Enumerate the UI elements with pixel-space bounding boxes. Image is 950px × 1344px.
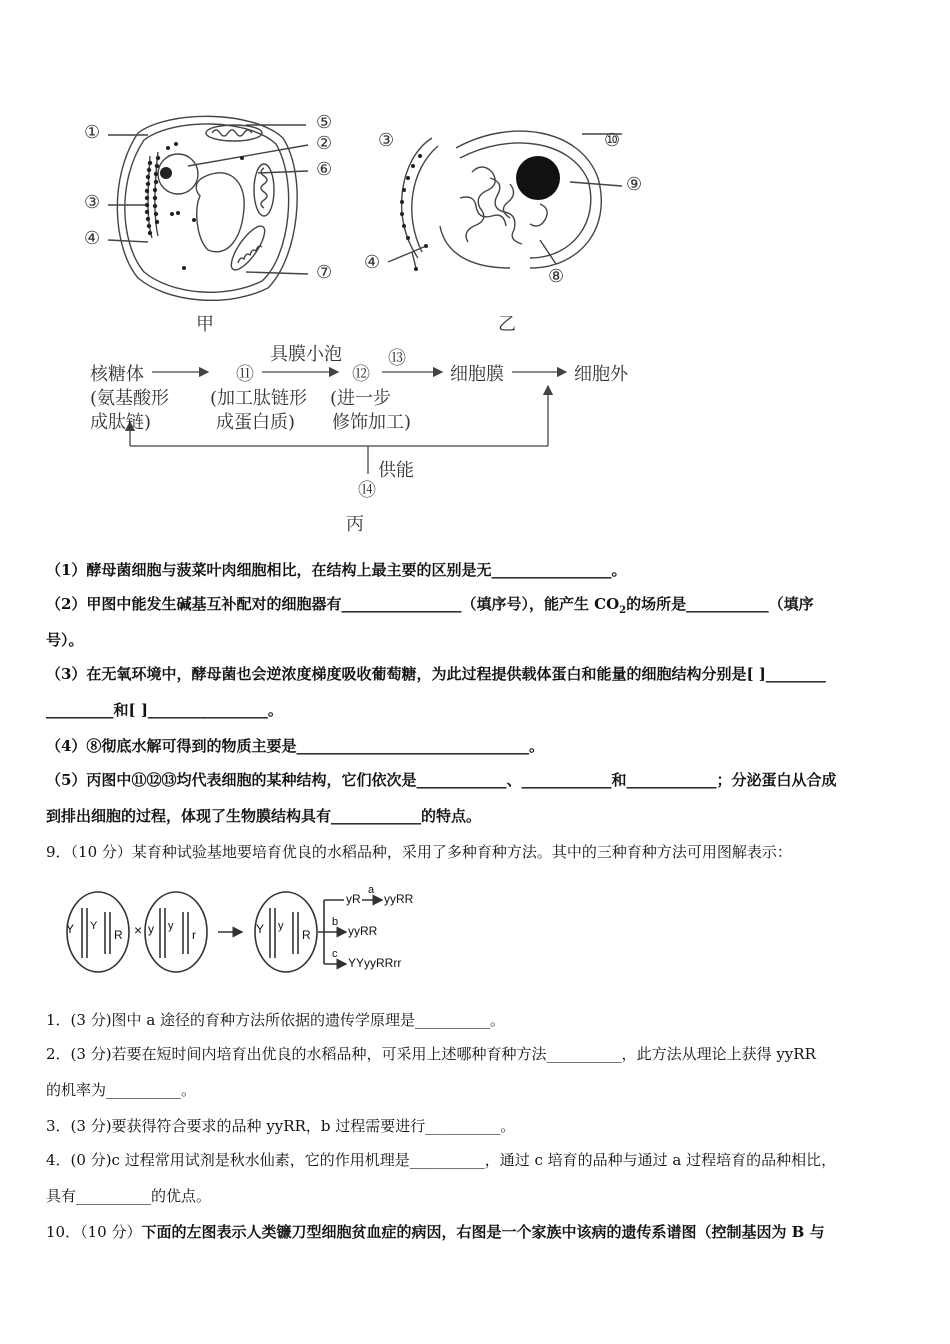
flow-ribosome: 核糖体 <box>90 364 144 385</box>
marker-9: ⑨ <box>626 174 643 195</box>
p1-allele-small: Y <box>90 920 98 932</box>
question-10-score: （10 分） <box>80 1223 142 1241</box>
question-9-sub-4 <box>46 1142 906 1214</box>
question-2-text-a: （2）甲图中能发生碱基互补配对的细胞器有________________（填序号），能产生 CO <box>46 595 620 613</box>
marker-8: ⑧ <box>548 266 565 287</box>
cross-symbol: × <box>134 922 143 938</box>
marker-3: ③ <box>84 192 101 213</box>
question-4-text: （4）⑧彻底水解可得到的物质主要是_______________________________。 <box>46 737 544 755</box>
cell-diagram-a <box>78 108 348 308</box>
f1-allele-small: y <box>278 920 284 932</box>
p2-allele-right: r <box>192 928 196 942</box>
path-a-result: yyRR <box>384 892 414 906</box>
marker-1: ① <box>84 122 101 143</box>
marker-10: ⑩ <box>604 130 621 151</box>
question-5-text: （5）丙图中⑪⑫⑬均代表细胞的某种结构，它们依次是____________、____________和____________；分泌蛋白从合成 <box>46 771 837 789</box>
marker-4b: ④ <box>364 252 381 273</box>
question-2-cont: 号）。 <box>46 631 84 649</box>
question-9-sub-2-text: 2．(3 分)若要在短时间内培育出优良的水稻品种，可采用上述哪种育种方法__________，此方法从理论上获得 yyRR <box>46 1045 816 1063</box>
cell-diagram-b <box>360 118 650 298</box>
caption-bing: 丙 <box>346 514 364 535</box>
question-9-score: （10 分） <box>70 843 132 861</box>
path-a-mid: yR <box>346 892 361 906</box>
path-a-label: a <box>368 884 375 896</box>
flow-node3-note2: 修饰加工) <box>332 412 412 433</box>
question-9-sub-2 <box>46 1036 906 1108</box>
flow-extracellular: 细胞外 <box>574 364 628 385</box>
secretion-flow-diagram <box>86 338 656 538</box>
marker-2: ② <box>316 133 333 154</box>
question-9-text: 某育种试验基地要培育优良的水稻品种，采用了多种育种方法。其中的三种育种方法可用图解表示： <box>131 843 792 861</box>
breeding-diagram <box>60 878 440 978</box>
question-9-sub-1-text: 1．(3 分)图中 a 途径的育种方法所依据的遗传学原理是__________。 <box>46 1011 506 1029</box>
flow-marker-11: ⑪ <box>236 364 254 385</box>
question-2-subscript: 2 <box>619 605 627 616</box>
question-3-cont: _________和[ ]________________。 <box>46 701 283 719</box>
f1-allele-left: Y <box>256 922 265 936</box>
question-5-cont: 到排出细胞的过程，体现了生物膜结构具有____________的特点。 <box>46 807 482 825</box>
flow-energy-label: 供能 <box>378 460 414 481</box>
question-9-sub-4-text: 4．(0 分)c 过程常用试剂是秋水仙素，它的作用机理是__________，通过 c 培育的品种与通过 a 过程培育的品种相比， <box>46 1151 837 1169</box>
flow-cell-membrane: 细胞膜 <box>450 364 504 385</box>
path-c-result: YYyyRRrr <box>348 956 402 970</box>
path-b-result: yyRR <box>348 924 378 938</box>
question-3 <box>46 656 906 728</box>
question-9-sub-1 <box>46 1002 906 1038</box>
question-2 <box>46 586 906 658</box>
question-1 <box>46 552 906 588</box>
flow-node2-note1: (加工肽链形 <box>210 388 308 409</box>
path-b-label: b <box>332 916 339 928</box>
marker-7: ⑦ <box>316 262 333 283</box>
flow-marker-12: ⑫ <box>352 364 370 385</box>
question-10-number: 10． <box>46 1223 81 1241</box>
question-9-sub-3-text: 3．(3 分)要获得符合要求的品种 yyRR，b 过程需要进行__________。 <box>46 1117 516 1135</box>
flow-node3-note1: (进一步 <box>330 388 392 409</box>
question-4 <box>46 728 906 764</box>
p1-allele-left: Y <box>66 922 75 936</box>
question-3-text: （3）在无氧环境中，酵母菌也会逆浓度梯度吸收葡萄糖，为此过程提供载体蛋白和能量的细胞结构分别是[ ]________ <box>46 665 826 683</box>
question-9-sub-3 <box>46 1108 906 1144</box>
flow-marker-13: ⑬ <box>388 348 406 369</box>
question-1-text: （1）酵母菌细胞与菠菜叶肉细胞相比，在结构上最主要的区别是无________________。 <box>46 561 627 579</box>
question-10-stem <box>46 1214 906 1250</box>
f1-allele-right: R <box>302 928 311 942</box>
question-9-number: 9． <box>46 843 71 861</box>
caption-yi: 乙 <box>498 314 516 335</box>
marker-4: ④ <box>84 228 101 249</box>
marker-5: ⑤ <box>316 112 333 133</box>
question-9-sub-4-cont: 具有__________的优点。 <box>46 1187 212 1205</box>
question-5 <box>46 762 906 834</box>
p2-allele-small: y <box>168 920 174 932</box>
flow-ribosome-note1: (氨基酸形 <box>90 388 170 409</box>
caption-jia: 甲 <box>196 314 214 335</box>
flow-node2-note2: 成蛋白质) <box>216 412 296 433</box>
flow-ribosome-note2: 成肽链) <box>90 412 152 433</box>
flow-marker-14: ⑭ <box>358 480 376 501</box>
marker-3b: ③ <box>378 130 395 151</box>
p1-allele-right: R <box>114 928 123 942</box>
path-c-label: c <box>332 948 338 960</box>
question-10-text: 下面的左图表示人类镰刀型细胞贫血症的病因，右图是一个家族中该病的遗传系谱图（控制基因为 B 与 <box>141 1223 825 1241</box>
question-2-text-b: 的场所是___________（填序 <box>626 595 814 613</box>
question-9-sub-2-cont: 的机率为__________。 <box>46 1081 197 1099</box>
p2-allele-left: y <box>148 922 154 936</box>
question-9-stem <box>46 834 906 870</box>
flow-vesicle-label: 具膜小泡 <box>270 344 342 365</box>
marker-6: ⑥ <box>316 159 333 180</box>
